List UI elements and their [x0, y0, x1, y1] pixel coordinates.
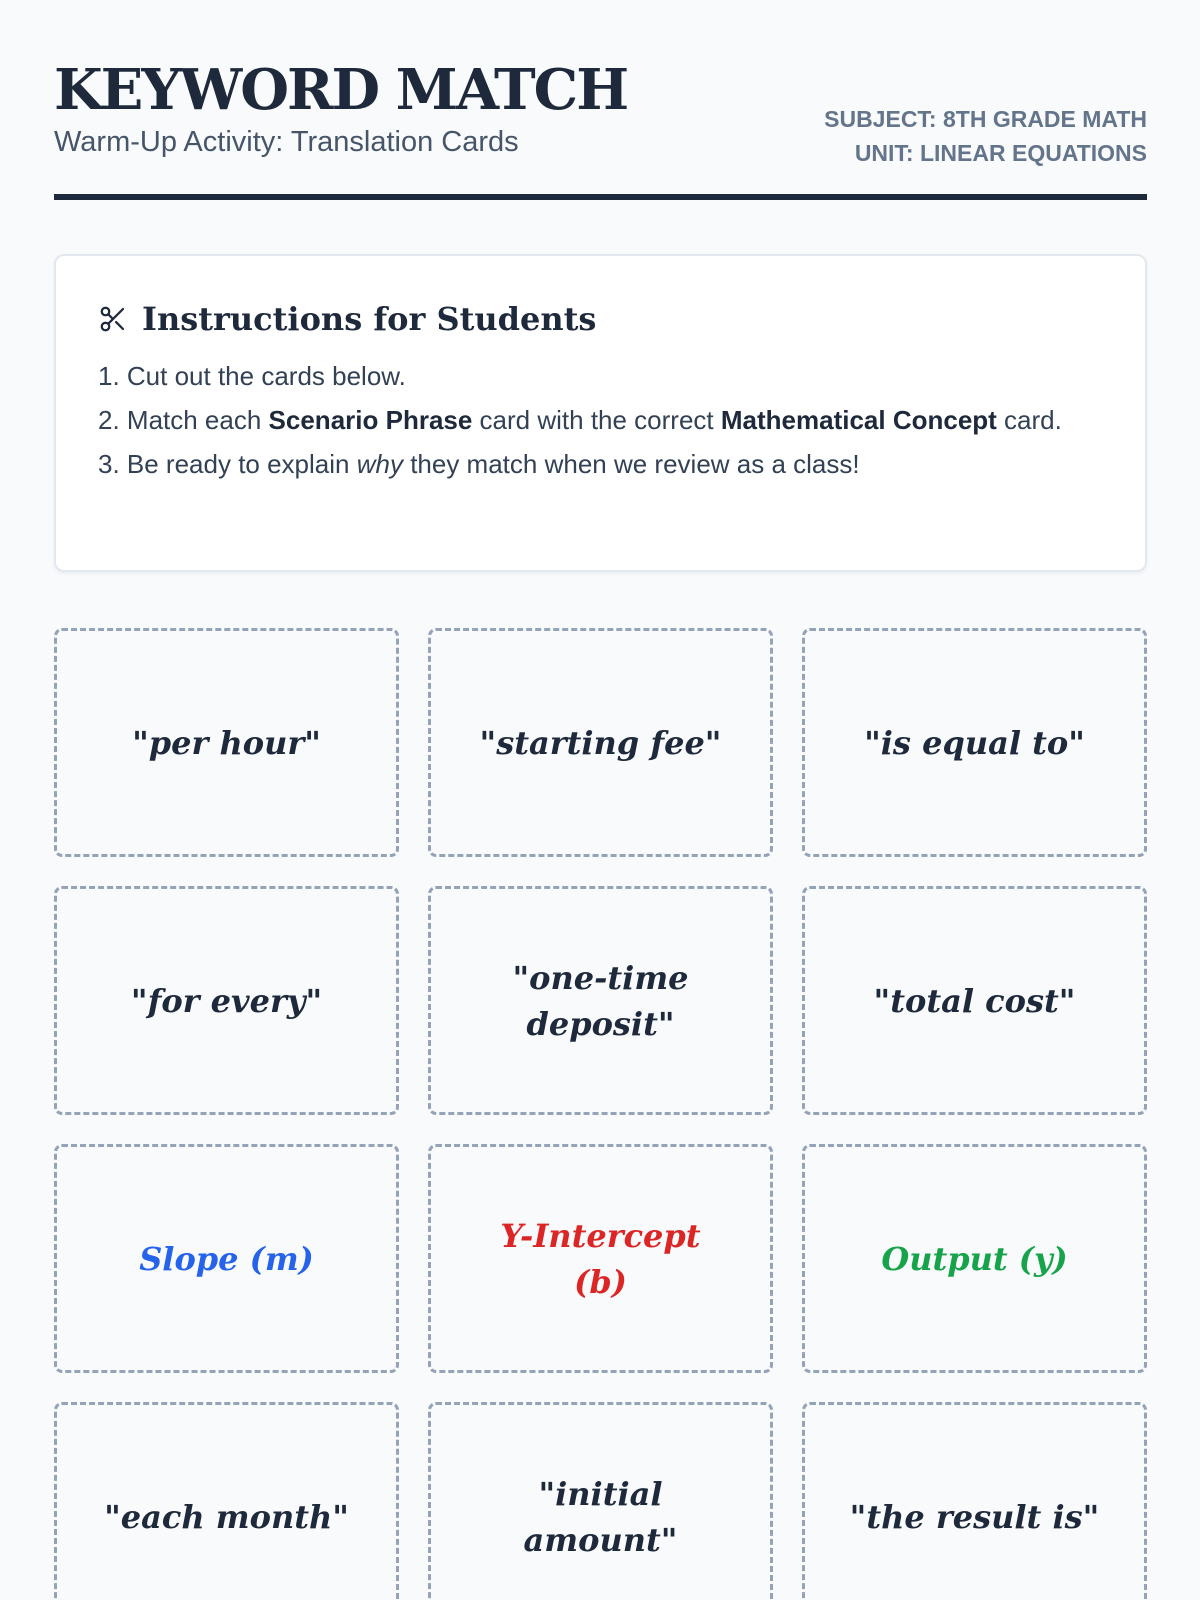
- instructions-title: Instructions for Students: [142, 300, 597, 338]
- match-card[interactable]: "the result is": [802, 1402, 1147, 1600]
- subject-label: SUBJECT: 8TH GRADE MATH: [824, 106, 1147, 132]
- match-card[interactable]: "per hour": [54, 628, 399, 857]
- instructions-list: [98, 354, 1105, 486]
- unit-label: UNIT: LINEAR EQUATIONS: [854, 140, 1147, 166]
- meta-info: [824, 102, 1147, 170]
- scissors-icon: [98, 304, 128, 334]
- match-card[interactable]: "is equal to": [802, 628, 1147, 857]
- concept-card-output[interactable]: Output (y): [802, 1144, 1147, 1373]
- instructions-panel: [54, 254, 1147, 572]
- match-card[interactable]: "initial amount": [428, 1402, 773, 1600]
- match-card[interactable]: "starting fee": [428, 628, 773, 857]
- worksheet-page: [54, 0, 1147, 1600]
- instructions-heading: [98, 296, 1105, 342]
- header-divider: [54, 194, 1147, 200]
- why-emphasis: why: [356, 449, 403, 479]
- instruction-step-1: 1. Cut out the cards below.: [98, 361, 406, 391]
- page-title: KEYWORD MATCH: [54, 57, 628, 123]
- instruction-step-3: 3. Be ready to explain why they match when we review as a class!: [98, 449, 860, 479]
- card-grid: [54, 628, 1147, 1600]
- match-card[interactable]: "total cost": [802, 886, 1147, 1115]
- instruction-step-2: 2. Match each Scenario Phrase card with the correct Mathematical Concept card.: [98, 405, 1062, 435]
- concept-card-y-intercept[interactable]: Y-Intercept (b): [428, 1144, 773, 1373]
- match-card[interactable]: "one-time deposit": [428, 886, 773, 1115]
- concept-card-slope[interactable]: Slope (m): [54, 1144, 399, 1373]
- scenario-phrase-term: Scenario Phrase: [268, 405, 473, 435]
- header: [54, 54, 1147, 200]
- match-card[interactable]: "each month": [54, 1402, 399, 1600]
- math-concept-term: Mathematical Concept: [720, 405, 997, 435]
- page-subtitle: Warm-Up Activity: Translation Cards: [54, 126, 519, 158]
- match-card[interactable]: "for every": [54, 886, 399, 1115]
